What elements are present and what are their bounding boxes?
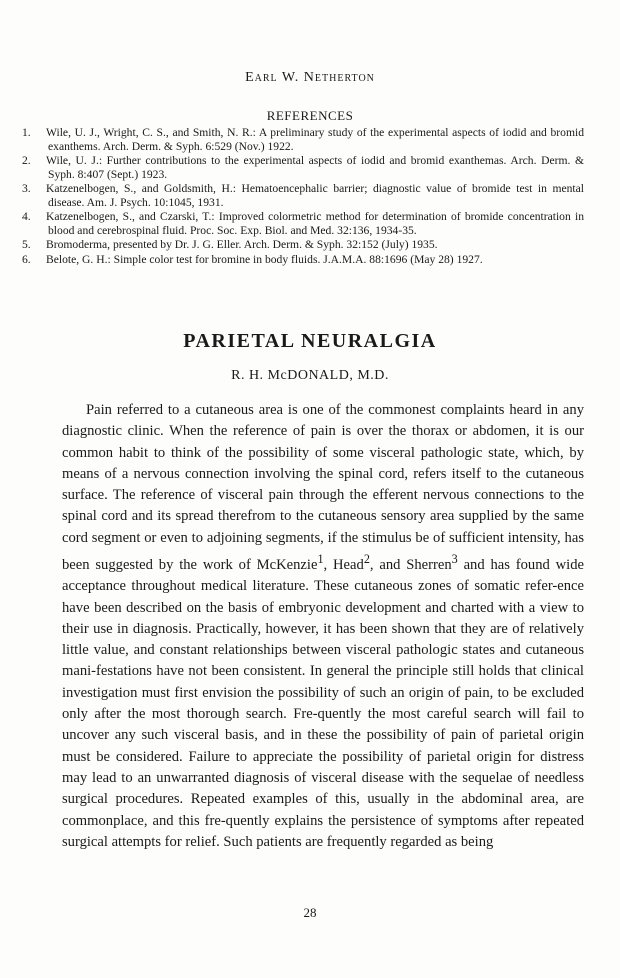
article-author: R. H. McDONALD, M.D. [231, 368, 389, 383]
body-paragraph [62, 400, 584, 853]
body-text-segment: and has found wide acceptance throughout medical literature. These cutaneous zones of somatic refer-ence have been described on the basis of embryonic development and charted with a view to their use in diagnosis. Practically, however, it has been shown that they are of relatively little value, and constant relationships between visceral pathologic states and cutaneous mani-festations have not been consistent. In general the principle still holds that clinical investigation must first envision the possibility of such an origin of pain, to be excluded only after the most thorough search. Fre-quently the most careful search will fail to uncover any such visceral basis, and in these the possibility of pain of parietal origin must be considered. Failure to appreciate the possibility of parietal origin for distress may lead to an unwarranted diagnosis of visceral disease with the sequelae of needless surgical procedures. Repeated examples of this, usually in the abdominal area, are commonplace, and this fre-quently explains the persistence of symptoms after repeated surgical attempts for relief. Such patients are frequently regarded as being [62, 556, 585, 850]
reference-text: Bromoderma, presented by Dr. J. G. Eller. Arch. Derm. & Syph. 32:152 (July) 1935. [46, 238, 438, 251]
page-number: 28 [303, 905, 317, 920]
reference-number: 1. [22, 126, 31, 139]
body-text-segment: , Head [323, 556, 364, 573]
reference-text: Belote, G. H.: Simple color test for bromine in body fluids. J.A.M.A. 88:1696 (May 28) 1927. [46, 252, 483, 266]
reference-item [22, 154, 584, 181]
reference-item [22, 126, 584, 153]
footnote-marker: 2 [363, 552, 370, 567]
reference-text: Wile, U. J.: Further contributions to the experimental aspects of iodid and bromid exanthemas. Arch. Derm. & Syph. 8:407 (Sept.) 1923. [46, 154, 584, 181]
reference-item [22, 253, 584, 267]
reference-text: Wile, U. J., Wright, C. S., and Smith, N. R.: A preliminary study of the experimental aspects of iodid and bromid exanthems. Arch. Derm. & Syph. 6:529 (Nov.) 1922. [46, 126, 584, 153]
footnote-marker: 1 [317, 552, 324, 567]
reference-number: 3. [22, 182, 31, 195]
body-text-segment: , and Sherren [369, 556, 452, 573]
references-heading: REFERENCES [266, 108, 354, 123]
article-title: PARIETAL NEURALGIA [183, 330, 437, 352]
reference-number: 5. [22, 238, 31, 251]
reference-item [22, 210, 584, 237]
reference-text: Katzenelbogen, S., and Czarski, T.: Improved colormetric method for determination of bromide concentration in blood and cerebrospinal fluid. Proc. Soc. Exp. Biol. and Med. 32:136, 1934-35. [46, 210, 584, 237]
body-text-segment: Pain referred to a cutaneous area is one of the commonest complaints heard in any diagnostic clinic. When the reference of pain is over the thorax or abdomen, it is our common habit to think of the possibility of some visceral pathologic state, which, by means of a nervous connection involving the spinal cord, refers itself to the cutaneous surface. The reference of visceral pain through the efferent nervous connections to the spinal cord and its spread therefrom to the cutaneous sensory area supplied by the same cord segment or even to adjoining segments, if the stimulus be of sufficient intensity, has been suggested by the work of McKenzie [62, 402, 584, 573]
reference-item [22, 182, 584, 209]
reference-item [22, 238, 584, 252]
reference-text: Katzenelbogen, S., and Goldsmith, H.: Hematoencephalic barrier; diagnostic value of bromide test in mental disease. Am. J. Psych. 10:1045, 1931. [46, 182, 584, 209]
reference-number: 6. [22, 252, 31, 266]
reference-number: 4. [22, 210, 31, 223]
running-head: Earl W. Netherton [245, 70, 375, 85]
reference-number: 2. [22, 154, 31, 167]
footnote-marker: 3 [451, 552, 458, 567]
reference-list [22, 126, 584, 267]
